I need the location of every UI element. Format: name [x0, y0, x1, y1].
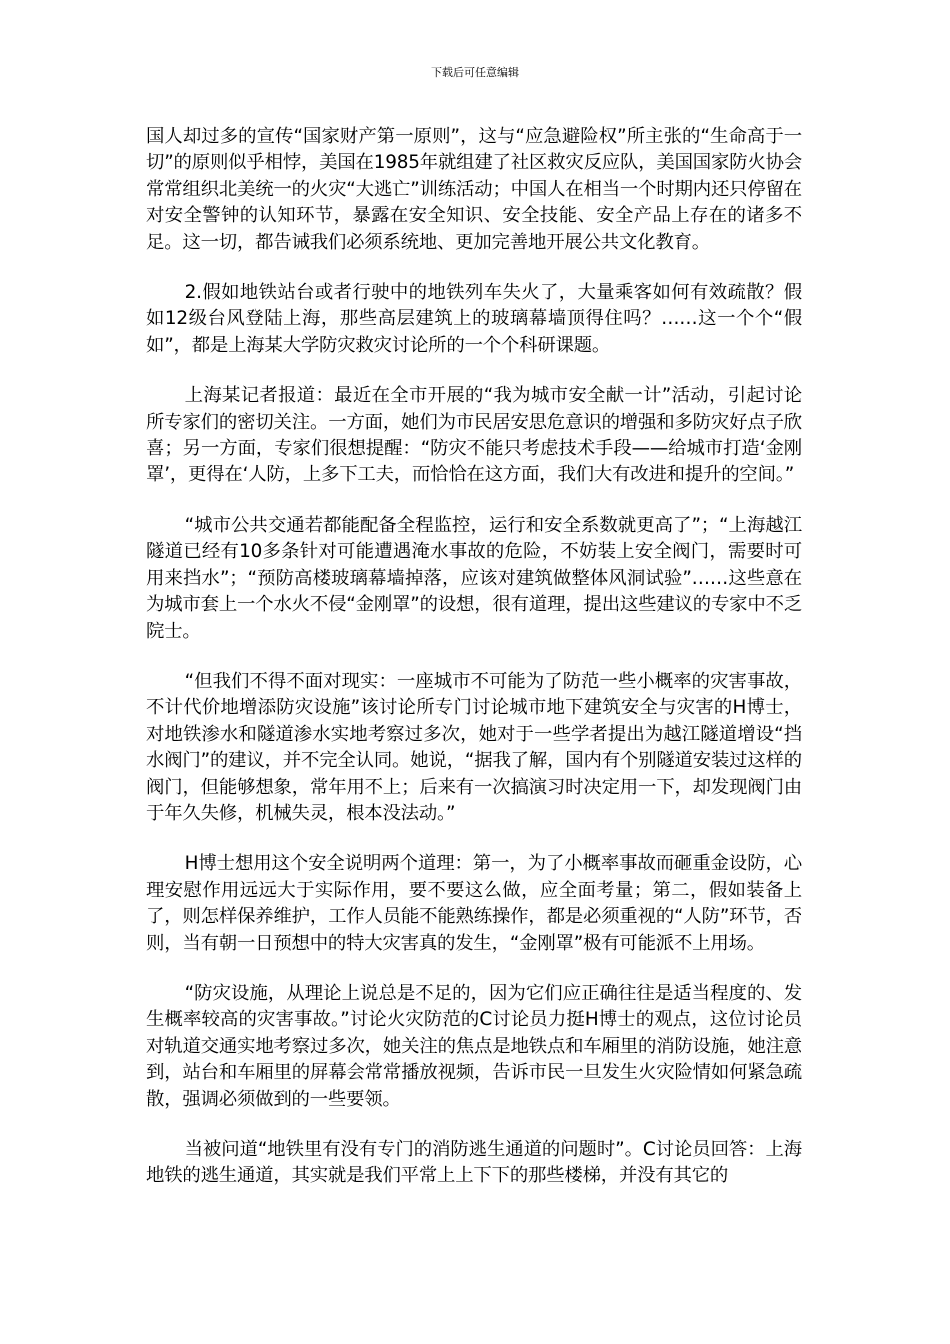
- paragraph-5: “但我们不得不面对现实：一座城市不可能为了防范一些小概率的灾害事故，不计代价地增添防灾设施”该讨论所专门讨论城市地下建筑安全与灾害的H博士，对地铁渗水和隧道渗水实地考察过多次，她对于一些学者提出为越江隧道增设“挡水阀门”的建议，并不完全认同。她说，“据我了解，国内有个别隧道安装过这样的阀门，但能够想象，常年用不上；后来有一次搞演习时决定用一下，却发现阀门由于年久失修，机械失灵，根本没法动。”: [146, 670, 802, 824]
- paragraph-3: 上海某记者报道：最近在全市开展的“我为城市安全献一计”活动，引起讨论所专家们的密切关注。一方面，她们为市民居安思危意识的增强和多防灾好点子欣喜；另一方面，专家们很想提醒：“防灾不能只考虑技术手段——给城市打造‘金刚罩’，更得在‘人防，上多下工夫，而恰恰在这方面，我们大有改进和提升的空间。”: [146, 385, 802, 486]
- paragraph-2: 2.假如地铁站台或者行驶中的地铁列车失火了，大量乘客如何有效疏散？假如12级台风登陆上海，那些高层建筑上的玻璃幕墙顶得住吗？……这一个个“假如”，都是上海某大学防灾救灾讨论所的一个个科研课题。: [146, 282, 802, 356]
- paragraph-6: H博士想用这个安全说明两个道理：第一，为了小概率事故而砸重金设防，心理安慰作用远远大于实际作用，要不要这么做，应全面考量；第二，假如装备上了，则怎样保养维护，工作人员能不能熟练操作，都是必须重视的“人防”环节，否则，当有朝一日预想中的特大灾害真的发生，“金刚罩”极有可能派不上用场。: [146, 853, 802, 954]
- page-header: 下载后可任意编辑: [431, 66, 519, 79]
- paragraph-7: “防灾设施，从理论上说总是不足的，因为它们应正确往往是适当程度的、发生概率较高的灾害事故。”讨论火灾防范的C讨论员力挺H博士的观点，这位讨论员对轨道交通实地考察过多次，她关注的焦点是地铁点和车厢里的消防设施，她注意到，站台和车厢里的屏幕会常常播放视频，告诉市民一旦发生火灾险情如何紧急疏散，强调必须做到的一些要领。: [146, 982, 802, 1110]
- paragraph-1: 国人却过多的宣传“国家财产第一原则”，这与“应急避险权”所主张的“生命高于一切”的原则似乎相悖，美国在1985年就组建了社区救灾反应队，美国国家防火协会常常组织北美统一的火灾“大逃亡”训练活动；中国人在相当一个时期内还只停留在对安全警钟的认知环节，暴露在安全知识、安全技能、安全产品上存在的诸多不足。这一切，都告诫我们必须系统地、更加完善地开展公共文化教育。: [146, 126, 802, 253]
- document-body: [146, 124, 802, 1214]
- paragraph-8: 当被问道“地铁里有没有专门的消防逃生通道的问题时”。C讨论员回答：上海地铁的逃生通道，其实就是我们平常上上下下的那些楼梯，并没有其它的: [146, 1139, 802, 1187]
- paragraph-4: “城市公共交通若都能配备全程监控，运行和安全系数就更高了”；“上海越江隧道已经有10多条针对可能遭遇淹水事故的危险，不妨装上安全阀门，需要时可用来挡水”；“预防高楼玻璃幕墙掉落，应该对建筑做整体风洞试验”……这些意在为城市套上一个水火不侵“金刚罩”的设想，很有道理，提出这些建议的专家中不乏院士。: [146, 514, 802, 642]
